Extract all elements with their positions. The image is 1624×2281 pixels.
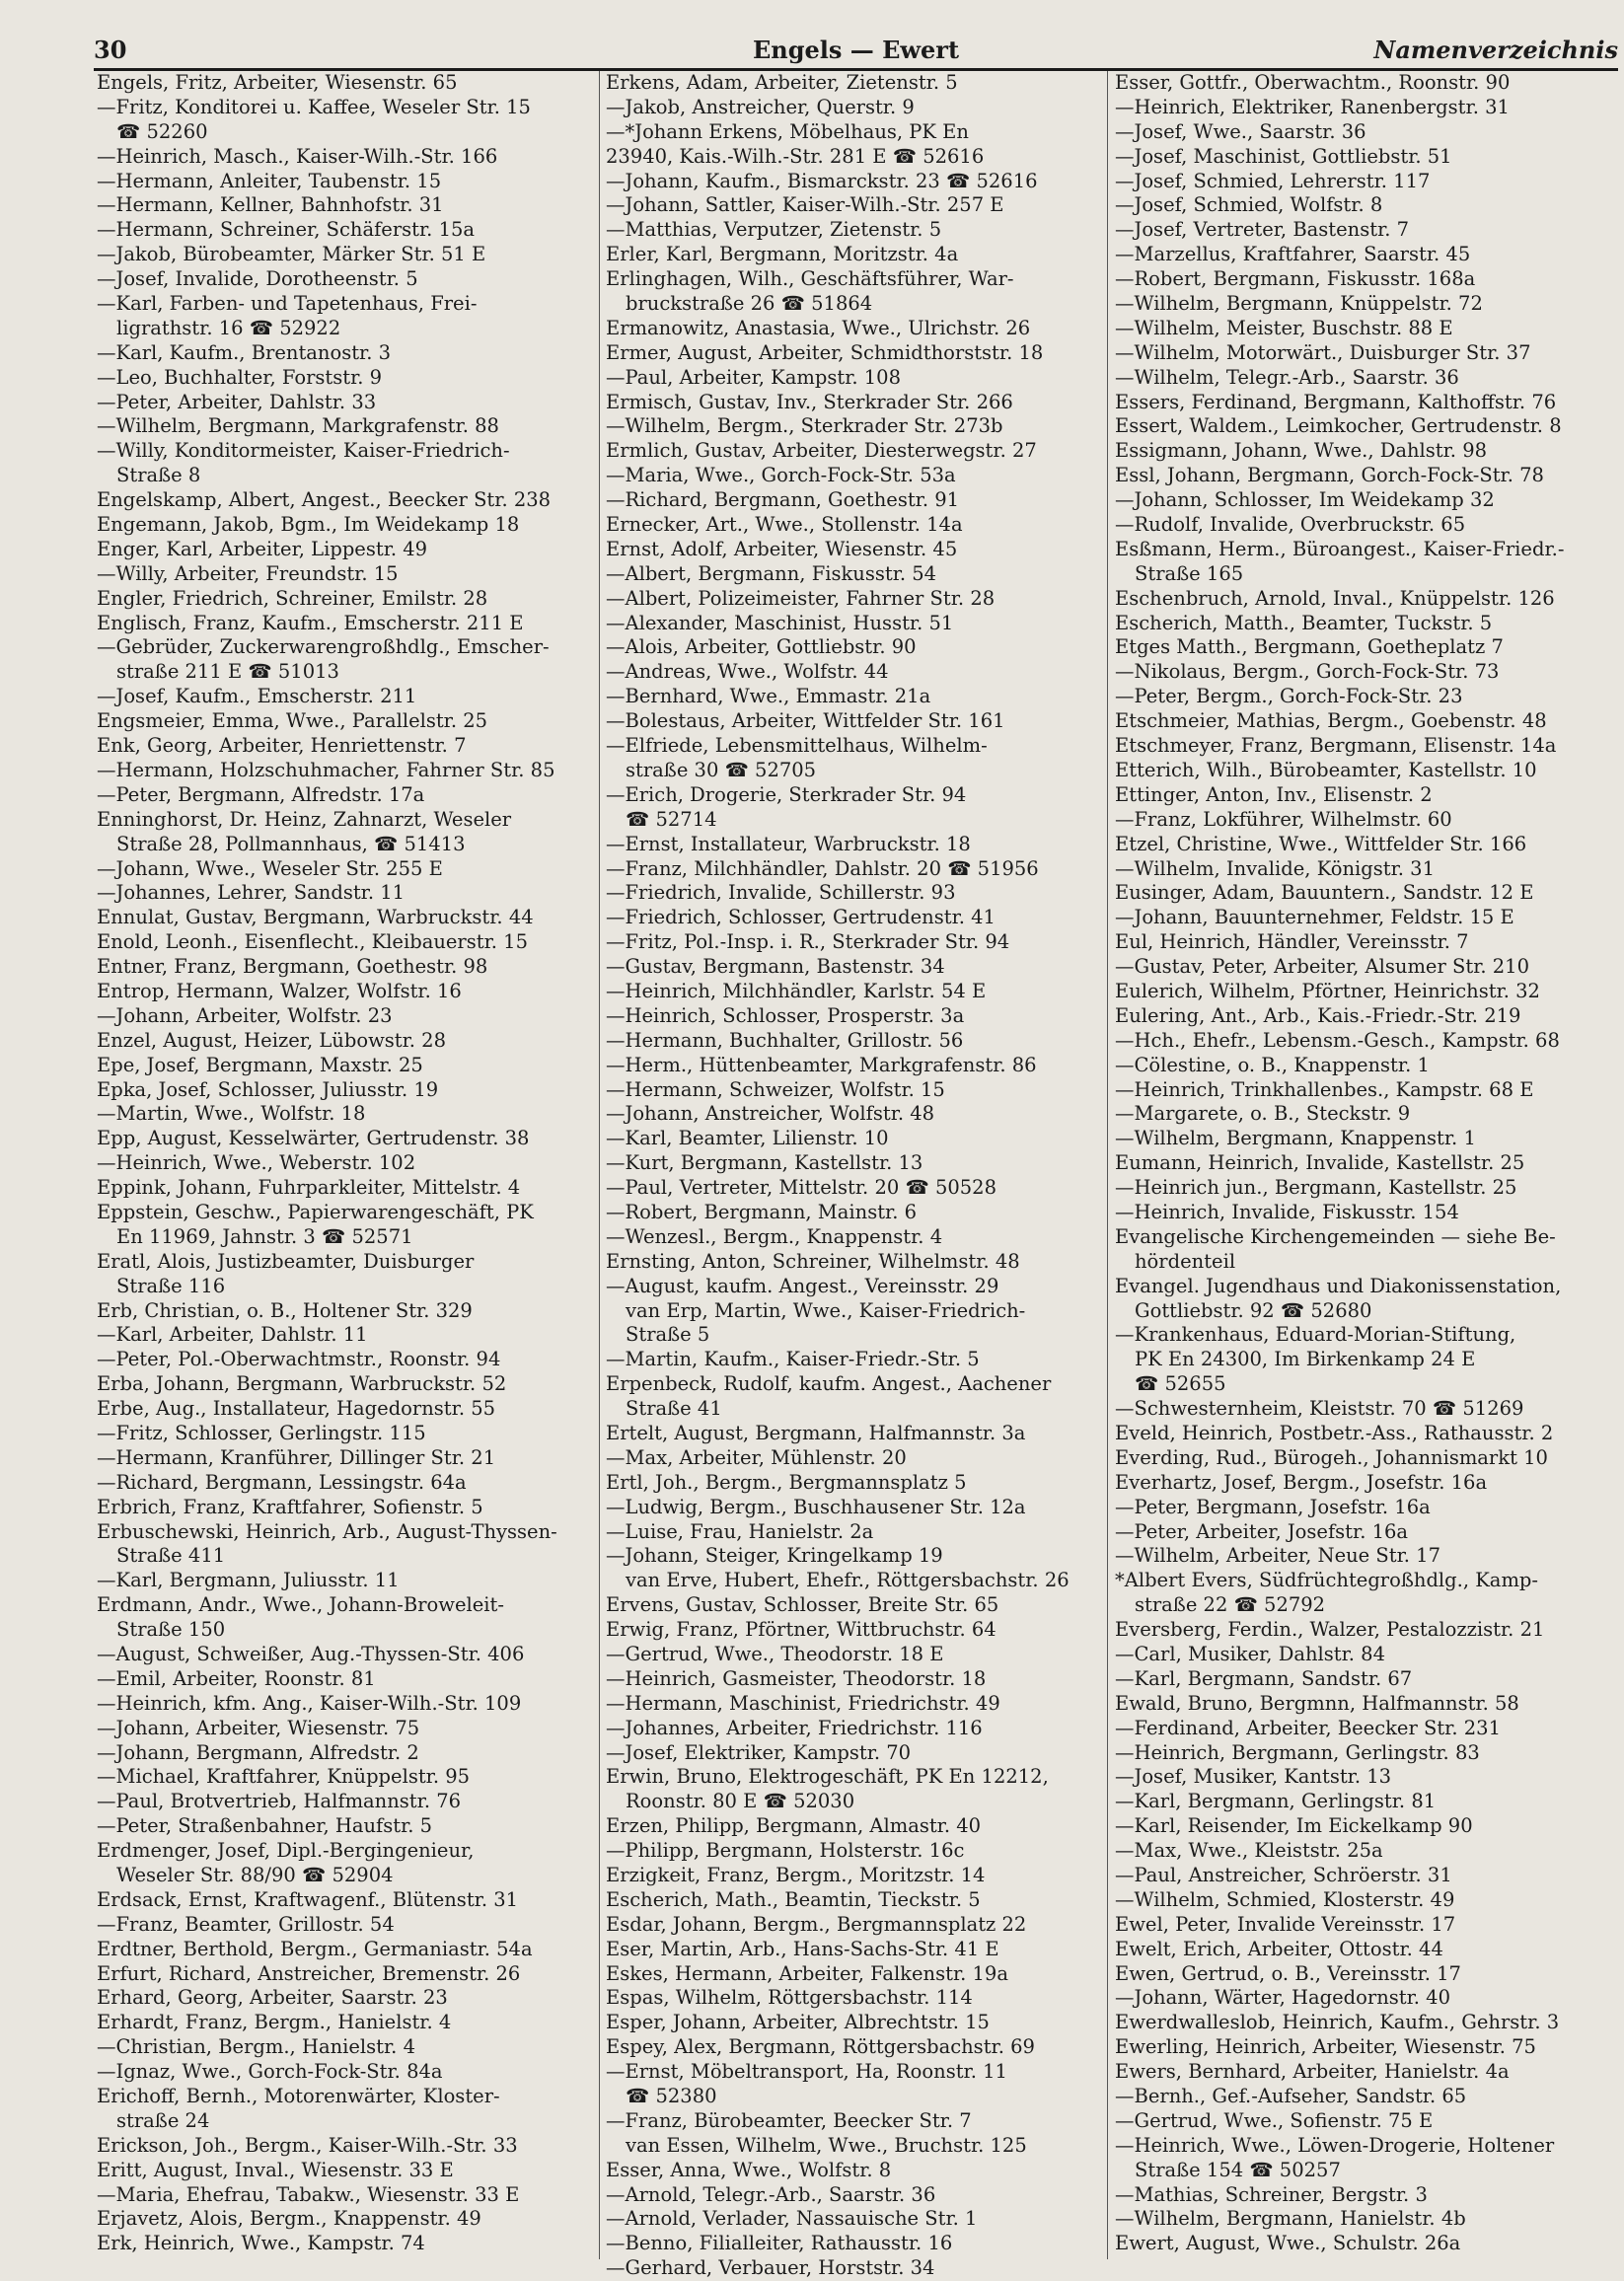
directory-entry: —Christian, Bergm., Hanielstr. 4 <box>97 2035 415 2059</box>
directory-entry: —Mathias, Schreiner, Bergstr. 3 <box>1115 2182 1428 2206</box>
directory-entry: —Karl, Kaufm., Brentanostr. 3 <box>97 340 392 364</box>
directory-entry: 23940, Kais.-Wilh.-Str. 281 E ☎ 52616 <box>606 144 985 168</box>
directory-entry: —Bolestaus, Arbeiter, Wittfelder Str. 161 <box>606 709 1005 733</box>
directory-entry: Erhard, Georg, Arbeiter, Saarstr. 23 <box>97 1986 448 2010</box>
directory-entry: straße 30 ☎ 52705 <box>626 758 817 781</box>
directory-entry: —Nikolaus, Bergm., Gorch-Fock-Str. 73 <box>1115 660 1500 684</box>
directory-entry: Eveld, Heinrich, Postbetr.-Ass., Rathausstr. 2 <box>1115 1421 1554 1444</box>
directory-entry: —Heinrich, Wwe., Löwen-Drogerie, Holtener <box>1115 2133 1555 2157</box>
directory-entry: —Carl, Musiker, Dahlstr. 84 <box>1115 1643 1385 1665</box>
directory-entry: Etschmeyer, Franz, Bergmann, Elisenstr. 14a <box>1115 734 1557 758</box>
directory-entry: —Johann, Arbeiter, Wiesenstr. 75 <box>97 1716 420 1739</box>
directory-entry: van Essen, Wilhelm, Wwe., Bruchstr. 125 <box>626 2133 1027 2157</box>
directory-entry: Enzel, August, Heizer, Lübowstr. 28 <box>97 1028 446 1052</box>
directory-entry: Engsmeier, Emma, Wwe., Parallelstr. 25 <box>97 709 488 733</box>
directory-entry: Enger, Karl, Arbeiter, Lippestr. 49 <box>97 537 428 560</box>
directory-entry: —Gustav, Peter, Arbeiter, Alsumer Str. 210 <box>1115 955 1529 979</box>
directory-entry: —Benno, Filialleiter, Rathausstr. 16 <box>606 2232 953 2255</box>
directory-entry: Essl, Johann, Bergmann, Gorch-Fock-Str. 78 <box>1115 464 1544 487</box>
directory-entry: —Margarete, o. B., Steckstr. 9 <box>1115 1102 1411 1126</box>
directory-entry: Esdar, Johann, Bergm., Bergmannsplatz 22 <box>606 1912 1027 1936</box>
directory-entry: Etges Matth., Bergmann, Goetheplatz 7 <box>1115 635 1504 659</box>
directory-entry: —Johann, Wwe., Weseler Str. 255 E <box>97 856 443 880</box>
directory-entry: Eumann, Heinrich, Invalide, Kastellstr. 25 <box>1115 1151 1525 1175</box>
directory-entry: —Hermann, Schweizer, Wolfstr. 15 <box>606 1077 945 1101</box>
directory-entry: Engelskamp, Albert, Angest., Beecker Str. 238 <box>97 488 552 512</box>
directory-entry: —Heinrich, Gasmeister, Theodorstr. 18 <box>606 1666 987 1690</box>
directory-entry: Ewel, Peter, Invalide Vereinsstr. 17 <box>1115 1912 1456 1936</box>
directory-entry: —Rudolf, Invalide, Overbruckstr. 65 <box>1115 513 1466 537</box>
directory-entry: Erlinghagen, Wilh., Geschäftsführer, War- <box>606 267 1014 291</box>
directory-entry: —Heinrich, kfm. Ang., Kaiser-Wilh.-Str. 109 <box>97 1691 522 1715</box>
directory-entry: —Johann, Kaufm., Bismarckstr. 23 ☎ 52616 <box>606 169 1038 192</box>
directory-entry: Straße 411 <box>116 1544 226 1568</box>
directory-entry: —Jakob, Anstreicher, Querstr. 9 <box>606 95 915 118</box>
directory-entry: —Marzellus, Kraftfahrer, Saarstr. 45 <box>1115 243 1471 266</box>
page-header <box>94 36 1618 67</box>
directory-entry: Gottliebstr. 92 ☎ 52680 <box>1135 1298 1372 1322</box>
directory-entry: Evangelische Kirchengemeinden — siehe Be- <box>1115 1224 1556 1248</box>
directory-entry: —Josef, Vertreter, Bastenstr. 7 <box>1115 218 1410 242</box>
directory-entry: Evangel. Jugendhaus und Diakonissenstation, <box>1115 1274 1562 1297</box>
directory-entry: —Peter, Bergmann, Josefstr. 16a <box>1115 1495 1431 1518</box>
directory-entry: —Wilhelm, Schmied, Klosterstr. 49 <box>1115 1887 1455 1911</box>
directory-entry: Eulering, Ant., Arb., Kais.-Friedr.-Str. 219 <box>1115 1003 1521 1027</box>
directory-entry: Erdsack, Ernst, Kraftwagenf., Blütenstr. 31 <box>97 1887 519 1911</box>
directory-entry: —Ferdinand, Arbeiter, Beecker Str. 231 <box>1115 1716 1501 1739</box>
directory-entry: —Ignaz, Wwe., Gorch-Fock-Str. 84a <box>97 2060 443 2084</box>
directory-entry: —Johann, Sattler, Kaiser-Wilh.-Str. 257 E <box>606 193 1004 217</box>
directory-entry: —Willy, Konditormeister, Kaiser-Friedrich- <box>97 439 510 463</box>
directory-entry: Straße 116 <box>116 1274 226 1297</box>
directory-entry: —Friedrich, Invalide, Schillerstr. 93 <box>606 881 956 905</box>
directory-entry: —Gertrud, Wwe., Sofienstr. 75 E <box>1115 2108 1434 2132</box>
directory-entry: Ermanowitz, Anastasia, Wwe., Ulrichstr. 26 <box>606 316 1031 339</box>
directory-entry: —Karl, Reisender, Im Eickelkamp 90 <box>1115 1814 1473 1838</box>
column-middle <box>606 71 1099 2281</box>
directory-entry: Epe, Josef, Bergmann, Maxstr. 25 <box>97 1053 423 1076</box>
directory-entry: Eulerich, Wilhelm, Pförtner, Heinrichstr. 32 <box>1115 979 1540 1002</box>
directory-entry: —Johannes, Lehrer, Sandstr. 11 <box>97 881 406 905</box>
directory-entry: —Peter, Bergmann, Alfredstr. 17a <box>97 782 425 806</box>
directory-entry: —Krankenhaus, Eduard-Morian-Stiftung, <box>1115 1323 1516 1347</box>
directory-entry: —Peter, Pol.-Oberwachtmstr., Roonstr. 94 <box>97 1348 501 1371</box>
directory-entry: straße 22 ☎ 52792 <box>1135 1593 1326 1617</box>
directory-entry: Erbe, Aug., Installateur, Hagedornstr. 55 <box>97 1397 496 1421</box>
directory-entry: —Jakob, Bürobeamter, Märker Str. 51 E <box>97 243 486 266</box>
directory-entry: —Heinrich, Wwe., Weberstr. 102 <box>97 1151 416 1175</box>
directory-entry: —Johannes, Arbeiter, Friedrichstr. 116 <box>606 1716 983 1739</box>
directory-entry: —Gebrüder, Zuckerwarengroßhdlg., Emscher- <box>97 635 550 659</box>
directory-entry: Straße 41 <box>626 1397 722 1421</box>
directory-entry: —Luise, Frau, Hanielstr. 2a <box>606 1519 874 1543</box>
directory-entry: —Karl, Bergmann, Gerlingstr. 81 <box>1115 1790 1437 1813</box>
directory-entry: —Robert, Bergmann, Mainstr. 6 <box>606 1200 918 1223</box>
directory-entry: Straße 8 <box>116 464 201 487</box>
directory-entry: —Alexander, Maschinist, Husstr. 51 <box>606 611 954 634</box>
directory-entry: Erdmann, Andr., Wwe., Johann-Broweleit- <box>97 1593 504 1617</box>
directory-entry: —Johann, Anstreicher, Wolfstr. 48 <box>606 1102 935 1126</box>
directory-entry: —Johann, Schlosser, Im Weidekamp 32 <box>1115 488 1495 512</box>
directory-entry: —August, kaufm. Angest., Vereinsstr. 29 <box>606 1274 999 1297</box>
directory-entry: —August, Schweißer, Aug.-Thyssen-Str. 406 <box>97 1643 525 1665</box>
directory-entry: Eversberg, Ferdin., Walzer, Pestalozzistr. 21 <box>1115 1618 1545 1642</box>
directory-entry: Essers, Ferdinand, Bergmann, Kalthoffstr. 76 <box>1115 390 1557 413</box>
directory-entry: —Bernhard, Wwe., Emmastr. 21a <box>606 685 931 708</box>
directory-entry: Erbuschewski, Heinrich, Arb., August-Thyssen- <box>97 1519 557 1543</box>
directory-entry: —Johann, Wärter, Hagedornstr. 40 <box>1115 1986 1450 2010</box>
directory-entry: Straße 150 <box>116 1618 226 1642</box>
directory-entry: —Peter, Straßenbahner, Haufstr. 5 <box>97 1814 433 1838</box>
directory-entry: —Bernh., Gef.-Aufseher, Sandstr. 65 <box>1115 2085 1467 2108</box>
directory-entry: —Matthias, Verputzer, Zietenstr. 5 <box>606 218 942 242</box>
directory-entry: Ernecker, Art., Wwe., Stollenstr. 14a <box>606 513 963 537</box>
directory-entry: Erickson, Joh., Bergm., Kaiser-Wilh.-Str. 33 <box>97 2133 518 2157</box>
directory-entry: —Wilhelm, Telegr.-Arb., Saarstr. 36 <box>1115 365 1459 389</box>
directory-entry: —Josef, Maschinist, Gottliebstr. 51 <box>1115 144 1452 168</box>
directory-entry: —Gustav, Bergmann, Bastenstr. 34 <box>606 955 945 979</box>
directory-entry: —Hermann, Maschinist, Friedrichstr. 49 <box>606 1691 1000 1715</box>
directory-entry: Straße 165 <box>1135 561 1244 585</box>
directory-entry: Ernsting, Anton, Schreiner, Wilhelmstr. 48 <box>606 1249 1020 1273</box>
directory-entry: —Josef, Schmied, Wolfstr. 8 <box>1115 193 1383 217</box>
directory-entry: —Max, Wwe., Kleiststr. 25a <box>1115 1839 1383 1863</box>
directory-entry: Eul, Heinrich, Händler, Vereinsstr. 7 <box>1115 930 1469 954</box>
directory-entry: —Ernst, Möbeltransport, Ha, Roonstr. 11 <box>606 2060 1007 2084</box>
directory-entry: Erwig, Franz, Pförtner, Wittbruchstr. 64 <box>606 1618 997 1642</box>
directory-entry: —Gerhard, Verbauer, Horststr. 34 <box>606 2256 935 2280</box>
directory-entry: Esser, Anna, Wwe., Wolfstr. 8 <box>606 2158 892 2181</box>
directory-entry: —Wilhelm, Bergm., Sterkrader Str. 273b <box>606 414 1003 438</box>
directory-entry: Epka, Josef, Schlosser, Juliusstr. 19 <box>97 1077 439 1101</box>
directory-entry: —Robert, Bergmann, Fiskusstr. 168a <box>1115 267 1476 291</box>
directory-entry: Ernst, Adolf, Arbeiter, Wiesenstr. 45 <box>606 537 958 560</box>
directory-entry: —Karl, Arbeiter, Dahlstr. 11 <box>97 1323 368 1347</box>
directory-entry: —Heinrich, Trinkhallenbes., Kampstr. 68 E <box>1115 1077 1534 1101</box>
directory-entry: —Richard, Bergmann, Goethestr. 91 <box>606 488 960 512</box>
directory-entry: —Hermann, Kranführer, Dillinger Str. 21 <box>97 1445 496 1469</box>
directory-entry: —Albert, Polizeimeister, Fahrner Str. 28 <box>606 586 996 610</box>
directory-entry: —Karl, Farben- und Tapetenhaus, Frei- <box>97 292 478 316</box>
directory-entry: Ewelt, Erich, Arbeiter, Ottostr. 44 <box>1115 1937 1443 1960</box>
directory-entry: Erkens, Adam, Arbeiter, Zietenstr. 5 <box>606 71 958 94</box>
directory-entry: Etterich, Wilh., Bürobeamter, Kastellstr. 10 <box>1115 758 1537 781</box>
directory-entry: Esßmann, Herm., Büroangest., Kaiser-Friedr.- <box>1115 537 1565 560</box>
directory-entry: —Albert, Bergmann, Fiskusstr. 54 <box>606 561 937 585</box>
directory-entry: Enninghorst, Dr. Heinz, Zahnarzt, Weseler <box>97 807 512 831</box>
directory-entry: Roonstr. 80 E ☎ 52030 <box>626 1790 855 1813</box>
directory-entry: Erfurt, Richard, Anstreicher, Bremenstr. 26 <box>97 1961 521 1985</box>
directory-entry: Erichoff, Bernh., Motorenwärter, Kloster- <box>97 2085 500 2108</box>
directory-entry: —Heinrich, Bergmann, Gerlingstr. 83 <box>1115 1740 1480 1764</box>
directory-entry: —Cölestine, o. B., Knappenstr. 1 <box>1115 1053 1430 1076</box>
directory-entry: —Fritz, Schlosser, Gerlingstr. 115 <box>97 1421 426 1444</box>
directory-entry: —Paul, Arbeiter, Kampstr. 108 <box>606 365 901 389</box>
directory-entry: —Alois, Arbeiter, Gottliebstr. 90 <box>606 635 917 659</box>
directory-entry: —Wilhelm, Bergmann, Hanielstr. 4b <box>1115 2207 1466 2231</box>
directory-entry: —Josef, Musiker, Kantstr. 13 <box>1115 1765 1392 1789</box>
directory-entry: —Willy, Arbeiter, Freundstr. 15 <box>97 561 399 585</box>
directory-entry: Erzigkeit, Franz, Bergm., Moritzstr. 14 <box>606 1864 986 1887</box>
running-head: Engels — Ewert <box>752 36 960 64</box>
directory-entry: Erdmenger, Josef, Dipl.-Bergingenieur, <box>97 1839 475 1863</box>
directory-entry: Ettinger, Anton, Inv., Elisenstr. 2 <box>1115 782 1433 806</box>
directory-entry: Engler, Friedrich, Schreiner, Emilstr. 28 <box>97 586 488 610</box>
directory-entry: bruckstraße 26 ☎ 51864 <box>626 292 873 316</box>
directory-entry: —Wilhelm, Bergmann, Markgrafenstr. 88 <box>97 414 499 438</box>
directory-entry: ☎ 52714 <box>626 807 717 831</box>
directory-entry: —Wilhelm, Invalide, Königstr. 31 <box>1115 856 1435 880</box>
directory-entry: Erler, Karl, Bergmann, Moritzstr. 4a <box>606 243 959 266</box>
directory-entry: —Maria, Ehefrau, Tabakw., Wiesenstr. 33 E <box>97 2182 520 2206</box>
directory-entry: straße 24 <box>116 2108 210 2132</box>
directory-entry: —Schwesternheim, Kleiststr. 70 ☎ 51269 <box>1115 1397 1524 1421</box>
directory-entry: Eppink, Johann, Fuhrparkleiter, Mittelstr. 4 <box>97 1176 521 1200</box>
directory-entry: En 11969, Jahnstr. 3 ☎ 52571 <box>116 1224 413 1248</box>
directory-entry: Ermer, August, Arbeiter, Schmidthorststr. 18 <box>606 340 1044 364</box>
column-divider <box>1107 71 1108 2259</box>
directory-entry: —Maria, Wwe., Gorch-Fock-Str. 53a <box>606 464 956 487</box>
directory-entry: Engels, Fritz, Arbeiter, Wiesenstr. 65 <box>97 71 458 94</box>
directory-entry: Ewers, Bernhard, Arbeiter, Hanielstr. 4a <box>1115 2060 1510 2084</box>
directory-entry: Eratl, Alois, Justizbeamter, Duisburger <box>97 1249 475 1273</box>
directory-entry: —Peter, Arbeiter, Josefstr. 16a <box>1115 1519 1409 1543</box>
directory-entry: —Franz, Bürobeamter, Beecker Str. 7 <box>606 2108 972 2132</box>
directory-entry: Esper, Johann, Arbeiter, Albrechtstr. 15 <box>606 2011 990 2034</box>
directory-entry: —Josef, Kaufm., Emscherstr. 211 <box>97 685 417 708</box>
directory-entry: —Heinrich, Masch., Kaiser-Wilh.-Str. 166 <box>97 144 498 168</box>
directory-entry: —Wilhelm, Meister, Buschstr. 88 E <box>1115 316 1453 339</box>
directory-entry: —Wilhelm, Bergmann, Knappenstr. 1 <box>1115 1127 1476 1150</box>
directory-entry: —Andreas, Wwe., Wolfstr. 44 <box>606 660 889 684</box>
directory-entry: —Herm., Hüttenbeamter, Markgrafenstr. 86 <box>606 1053 1037 1076</box>
directory-entry: Straße 154 ☎ 50257 <box>1135 2158 1341 2181</box>
directory-entry: —Leo, Buchhalter, Forststr. 9 <box>97 365 383 389</box>
directory-entry: Entner, Franz, Bergmann, Goethestr. 98 <box>97 955 488 979</box>
directory-entry: Everding, Rud., Bürogeh., Johannismarkt 10 <box>1115 1445 1548 1469</box>
directory-entry: Erba, Johann, Bergmann, Warbruckstr. 52 <box>97 1372 507 1396</box>
directory-entry: van Erve, Hubert, Ehefr., Röttgersbachstr. 26 <box>626 1569 1070 1592</box>
directory-entry: —Gertrud, Wwe., Theodorstr. 18 E <box>606 1643 944 1665</box>
directory-entry: —Hermann, Buchhalter, Grillostr. 56 <box>606 1028 964 1052</box>
directory-entry: —Paul, Vertreter, Mittelstr. 20 ☎ 50528 <box>606 1176 997 1200</box>
directory-entry: —Kurt, Bergmann, Kastellstr. 13 <box>606 1151 923 1175</box>
directory-entry: —Hch., Ehefr., Lebensm.-Gesch., Kampstr. 68 <box>1115 1028 1560 1052</box>
directory-entry: —Josef, Wwe., Saarstr. 36 <box>1115 119 1366 143</box>
directory-entry: Enk, Georg, Arbeiter, Henriettenstr. 7 <box>97 734 467 758</box>
directory-entry: Espas, Wilhelm, Röttgersbachstr. 114 <box>606 1986 973 2010</box>
directory-entry: —Arnold, Telegr.-Arb., Saarstr. 36 <box>606 2182 936 2206</box>
section-title: Namenverzeichnis <box>1373 36 1618 64</box>
directory-entry: —Friedrich, Schlosser, Gertrudenstr. 41 <box>606 906 996 929</box>
directory-entry: —Philipp, Bergmann, Holsterstr. 16c <box>606 1839 965 1863</box>
directory-entry: —Martin, Wwe., Wolfstr. 18 <box>97 1102 366 1126</box>
directory-entry: Erhardt, Franz, Bergm., Hanielstr. 4 <box>97 2011 452 2034</box>
directory-entry: —Josef, Invalide, Dorotheenstr. 5 <box>97 267 418 291</box>
directory-entry: —Paul, Brotvertrieb, Halfmannstr. 76 <box>97 1790 462 1813</box>
directory-entry: PK En 24300, Im Birkenkamp 24 E <box>1135 1348 1476 1371</box>
directory-entry: Ermlich, Gustav, Arbeiter, Diesterwegstr. 27 <box>606 439 1037 463</box>
directory-entry: Epp, August, Kesselwärter, Gertrudenstr. 38 <box>97 1127 530 1150</box>
directory-entry: hördenteil <box>1135 1249 1236 1273</box>
directory-entry: Essigmann, Johann, Wwe., Dahlstr. 98 <box>1115 439 1488 463</box>
directory-entry: Etschmeier, Mathias, Bergm., Goebenstr. 48 <box>1115 709 1547 733</box>
directory-entry: Ermisch, Gustav, Inv., Sterkrader Str. 266 <box>606 390 1013 413</box>
directory-entry: —Heinrich, Elektriker, Ranenbergstr. 31 <box>1115 95 1510 118</box>
directory-entry: —Johann, Bauunternehmer, Feldstr. 15 E <box>1115 906 1514 929</box>
directory-entry: Essert, Waldem., Leimkocher, Gertrudenstr. 8 <box>1115 414 1562 438</box>
directory-entry: —Wilhelm, Motorwärt., Duisburger Str. 37 <box>1115 340 1531 364</box>
directory-entry: —Wilhelm, Bergmann, Knüppelstr. 72 <box>1115 292 1483 316</box>
directory-entry: Eser, Martin, Arb., Hans-Sachs-Str. 41 E <box>606 1937 999 1960</box>
directory-entry: Eskes, Hermann, Arbeiter, Falkenstr. 19a <box>606 1961 1008 1985</box>
directory-entry: van Erp, Martin, Wwe., Kaiser-Friedrich- <box>626 1298 1026 1322</box>
directory-entry: Escherich, Matth., Beamter, Tuckstr. 5 <box>1115 611 1493 634</box>
directory-entry: —Fritz, Konditorei u. Kaffee, Weseler Str. 15 <box>97 95 531 118</box>
directory-entry: —Max, Arbeiter, Mühlenstr. 20 <box>606 1445 907 1469</box>
directory-entry: Weseler Str. 88/90 ☎ 52904 <box>116 1864 394 1887</box>
directory-entry: —Wenzesl., Bergm., Knappenstr. 4 <box>606 1224 943 1248</box>
directory-entry: —Johann, Steiger, Kringelkamp 19 <box>606 1544 943 1568</box>
directory-entry: Ennulat, Gustav, Bergmann, Warbruckstr. 44 <box>97 906 534 929</box>
directory-entry: —Hermann, Schreiner, Schäferstr. 15a <box>97 218 476 242</box>
directory-entry: —Michael, Kraftfahrer, Knüppelstr. 95 <box>97 1765 471 1789</box>
directory-entry: ligrathstr. 16 ☎ 52922 <box>116 316 341 339</box>
directory-entry: Ervens, Gustav, Schlosser, Breite Str. 65 <box>606 1593 999 1617</box>
directory-entry: Ewen, Gertrud, o. B., Vereinsstr. 17 <box>1115 1961 1461 1985</box>
directory-entry: Erb, Christian, o. B., Holtener Str. 329 <box>97 1298 473 1322</box>
page-number: 30 <box>94 36 127 64</box>
directory-entry: Esser, Gottfr., Oberwachtm., Roonstr. 90 <box>1115 71 1511 94</box>
directory-entry: —Wilhelm, Arbeiter, Neue Str. 17 <box>1115 1544 1440 1568</box>
directory-entry: —Karl, Beamter, Lilienstr. 10 <box>606 1127 889 1150</box>
directory-entry: —Martin, Kaufm., Kaiser-Friedr.-Str. 5 <box>606 1348 980 1371</box>
directory-entry: —Heinrich, Milchhändler, Karlstr. 54 E <box>606 979 987 1002</box>
directory-entry: Ertl, Joh., Bergm., Bergmannsplatz 5 <box>606 1470 967 1494</box>
directory-entry: Ertelt, August, Bergmann, Halfmannstr. 3a <box>606 1421 1026 1444</box>
directory-entry: —Ernst, Installateur, Warbruckstr. 18 <box>606 832 971 855</box>
directory-entry: Eusinger, Adam, Bauuntern., Sandstr. 12 E <box>1115 881 1534 905</box>
directory-entry: Engemann, Jakob, Bgm., Im Weidekamp 18 <box>97 513 520 537</box>
column-divider <box>599 71 600 2259</box>
directory-entry: —Hermann, Kellner, Bahnhofstr. 31 <box>97 193 444 217</box>
directory-entry: Straße 5 <box>626 1323 710 1347</box>
directory-entry: —Ludwig, Bergm., Buschhausener Str. 12a <box>606 1495 1026 1518</box>
directory-entry: Erzen, Philipp, Bergmann, Almastr. 40 <box>606 1814 982 1838</box>
directory-entry: ☎ 52260 <box>116 119 208 143</box>
directory-entry: Etzel, Christine, Wwe., Wittfelder Str. 166 <box>1115 832 1527 855</box>
directory-entry: Espey, Alex, Bergmann, Röttgersbachstr. 69 <box>606 2035 1035 2059</box>
column-left <box>97 71 596 2256</box>
column-right <box>1115 71 1624 2256</box>
directory-entry: —Karl, Bergmann, Sandstr. 67 <box>1115 1666 1413 1690</box>
directory-entry: Ewert, August, Wwe., Schulstr. 26a <box>1115 2232 1461 2255</box>
directory-entry: —Peter, Arbeiter, Dahlstr. 33 <box>97 390 377 413</box>
directory-entry: —Hermann, Holzschuhmacher, Fahrner Str. 85 <box>97 758 555 781</box>
directory-entry: *Albert Evers, Südfrüchtegroßhdlg., Kamp- <box>1115 1569 1538 1592</box>
directory-entry: —Elfriede, Lebensmittelhaus, Wilhelm- <box>606 734 988 758</box>
directory-entry: —Heinrich jun., Bergmann, Kastellstr. 25 <box>1115 1176 1517 1200</box>
directory-entry: Ewerdwalleslob, Heinrich, Kaufm., Gehrstr. 3 <box>1115 2011 1560 2034</box>
directory-entry: Enold, Leonh., Eisenflecht., Kleibauerstr. 15 <box>97 930 528 954</box>
directory-entry: —*Johann Erkens, Möbelhaus, PK En <box>606 119 969 143</box>
directory-entry: Entrop, Hermann, Walzer, Wolfstr. 16 <box>97 979 462 1002</box>
directory-entry: Erdtner, Berthold, Bergm., Germaniastr. 54a <box>97 1937 533 1960</box>
directory-entry: Erbrich, Franz, Kraftfahrer, Sofienstr. 5 <box>97 1495 483 1518</box>
directory-entry: —Franz, Lokführer, Wilhelmstr. 60 <box>1115 807 1452 831</box>
directory-entry: —Hermann, Anleiter, Taubenstr. 15 <box>97 169 442 192</box>
directory-entry: Ewald, Bruno, Bergmnn, Halfmannstr. 58 <box>1115 1691 1519 1715</box>
directory-entry: —Paul, Anstreicher, Schröerstr. 31 <box>1115 1864 1452 1887</box>
directory-entry: Erwin, Bruno, Elektrogeschäft, PK En 12212, <box>606 1765 1049 1789</box>
directory-entry: —Josef, Schmied, Lehrerstr. 117 <box>1115 169 1431 192</box>
directory-entry: —Peter, Bergm., Gorch-Fock-Str. 23 <box>1115 685 1463 708</box>
directory-entry: Escherich, Math., Beamtin, Tieckstr. 5 <box>606 1887 981 1911</box>
directory-entry: ☎ 52655 <box>1135 1372 1226 1396</box>
directory-entry: Englisch, Franz, Kaufm., Emscherstr. 211 E <box>97 611 524 634</box>
directory-entry: Straße 28, Pollmannhaus, ☎ 51413 <box>116 832 466 855</box>
directory-entry: Everhartz, Josef, Bergm., Josefstr. 16a <box>1115 1470 1488 1494</box>
directory-entry: Erk, Heinrich, Wwe., Kampstr. 74 <box>97 2232 425 2255</box>
directory-entry: Ewerling, Heinrich, Arbeiter, Wiesenstr. 75 <box>1115 2035 1536 2059</box>
directory-entry: —Richard, Bergmann, Lessingstr. 64a <box>97 1470 467 1494</box>
directory-entry: —Johann, Bergmann, Alfredstr. 2 <box>97 1740 419 1764</box>
directory-entry: Eppstein, Geschw., Papierwarengeschäft, PK <box>97 1200 534 1223</box>
directory-entry: Erjavetz, Alois, Bergm., Knappenstr. 49 <box>97 2207 481 2231</box>
directory-entry: —Emil, Arbeiter, Roonstr. 81 <box>97 1666 376 1690</box>
directory-entry: Erpenbeck, Rudolf, kaufm. Angest., Aachener <box>606 1372 1052 1396</box>
directory-entry: —Franz, Beamter, Grillostr. 54 <box>97 1912 395 1936</box>
directory-entry: straße 211 E ☎ 51013 <box>116 660 339 684</box>
directory-entry: Eschenbruch, Arnold, Inval., Knüppelstr. 126 <box>1115 586 1555 610</box>
directory-entry: —Heinrich, Invalide, Fiskusstr. 154 <box>1115 1200 1459 1223</box>
directory-entry: —Heinrich, Schlosser, Prosperstr. 3a <box>606 1003 965 1027</box>
directory-entry: —Franz, Milchhändler, Dahlstr. 20 ☎ 51956 <box>606 856 1039 880</box>
directory-entry: Eritt, August, Inval., Wiesenstr. 33 E <box>97 2158 454 2181</box>
directory-entry: —Arnold, Verlader, Nassauische Str. 1 <box>606 2207 978 2231</box>
directory-entry: —Erich, Drogerie, Sterkrader Str. 94 <box>606 782 967 806</box>
directory-entry: ☎ 52380 <box>626 2085 717 2108</box>
directory-entry: —Josef, Elektriker, Kampstr. 70 <box>606 1740 912 1764</box>
directory-entry: —Fritz, Pol.-Insp. i. R., Sterkrader Str. 94 <box>606 930 1010 954</box>
directory-entry: —Johann, Arbeiter, Wolfstr. 23 <box>97 1003 393 1027</box>
directory-entry: —Karl, Bergmann, Juliusstr. 11 <box>97 1569 400 1592</box>
